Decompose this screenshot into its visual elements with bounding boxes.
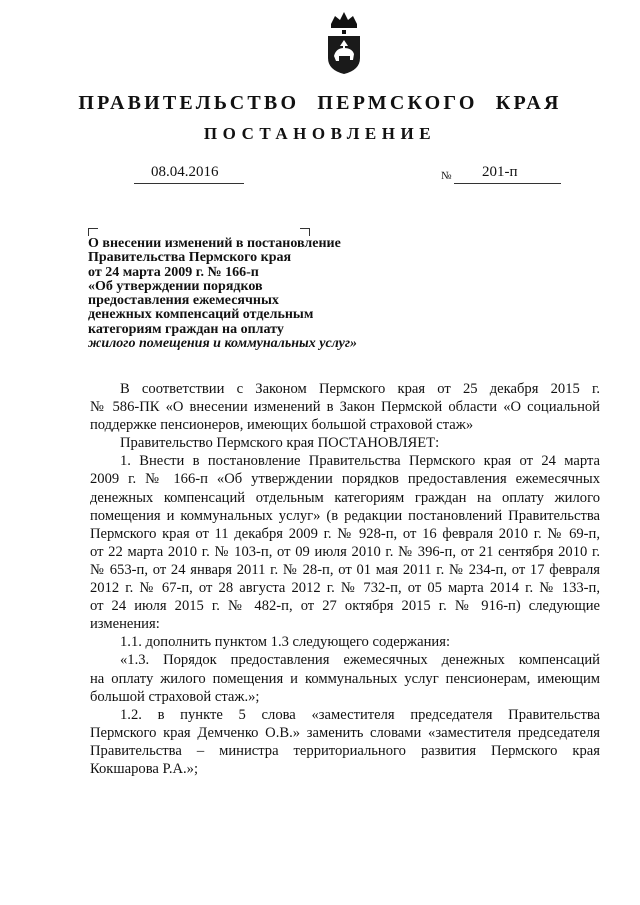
paragraph-item-1-1 bbox=[90, 633, 600, 651]
body-line: 1.1. дополнить пунктом 1.3 следующего содержания: bbox=[120, 634, 451, 651]
body-line: № 586-ПК «О внесении изменений в Закон Пермской области «О социальной bbox=[90, 399, 600, 416]
document-body bbox=[90, 380, 600, 778]
document-number: 201-п bbox=[482, 164, 518, 180]
subject-line: Правительства Пермского края bbox=[88, 250, 292, 266]
coat-of-arms-emblem bbox=[326, 10, 362, 76]
body-line: денежных компенсаций отдельным категориям граждан на оплату жилого bbox=[90, 489, 600, 506]
date-underline bbox=[134, 183, 244, 184]
body-line: Кокшарова Р.А.»; bbox=[90, 760, 199, 777]
subject-line: категориям граждан на оплату bbox=[88, 321, 284, 337]
body-line: В соответствии с Законом Пермского края от 25 декабря 2015 г. bbox=[120, 381, 600, 397]
body-line: от 24 июля 2015 г. № 482-п, от 27 октября 2015 г. № 916-п) следующие bbox=[90, 598, 600, 615]
number-underline bbox=[454, 183, 561, 184]
subject-corner-mark-left bbox=[88, 228, 98, 236]
document-type: ПОСТАНОВЛЕНИЕ bbox=[203, 124, 437, 143]
subject-line: предоставления ежемесячных bbox=[88, 293, 279, 309]
body-line: 1. Внести в постановление Правительства Пермского края от 24 марта bbox=[120, 453, 600, 470]
subject-line: денежных компенсаций отдельным bbox=[88, 307, 314, 323]
paragraph-item-1-2 bbox=[90, 706, 600, 778]
body-line: Пермского края от 11 декабря 2009 г. № 928-п, от 16 февраля 2010 г. № 69-п, bbox=[90, 525, 600, 542]
body-line: 1.2. в пункте 5 слова «заместителя председателя Правительства bbox=[120, 706, 600, 723]
body-line: на оплату жилого помещения и коммунальных услуг пенсионерам, имеющим bbox=[90, 670, 600, 687]
body-line: № 653-п, от 24 января 2011 г. № 28-п, от 01 мая 2011 г. № 234-п, от 17 февраля bbox=[90, 561, 600, 578]
body-line: изменения: bbox=[90, 616, 160, 633]
body-line: Правительство Пермского края ПОСТАНОВЛЯЕТ: bbox=[120, 435, 440, 452]
subject-line: от 24 марта 2009 г. № 166-п bbox=[88, 264, 259, 280]
subject-line: жилого помещения и коммунальных услуг» bbox=[88, 336, 358, 352]
body-line: помещения и коммунальных услуг» (в редакции постановлений Правительства bbox=[90, 507, 600, 524]
subject-heading bbox=[88, 237, 408, 351]
paragraph-basis bbox=[90, 380, 600, 434]
body-line: большой страховой стаж.»; bbox=[90, 688, 260, 705]
paragraph-resolves bbox=[90, 434, 600, 452]
body-line: 2009 г. № 166-п «Об утверждении порядков предоставления ежемесячных bbox=[90, 471, 600, 488]
body-line: Пермского края Демченко О.В.» заменить словами «заместителя председателя bbox=[90, 724, 600, 741]
number-sign: № bbox=[441, 170, 452, 182]
government-title: ПРАВИТЕЛЬСТВО ПЕРМСКОГО КРАЯ bbox=[78, 92, 562, 114]
subject-corner-mark-right bbox=[300, 228, 310, 236]
body-line: Правительства – министра территориального развития Пермского края bbox=[90, 742, 600, 759]
body-line: от 22 марта 2010 г. № 103-п, от 09 июля 2010 г. № 396-п, от 21 сентября 2010 г. bbox=[90, 543, 600, 560]
subject-line: О внесении изменений в постановление bbox=[88, 236, 341, 251]
body-line: 2012 г. № 67-п, от 28 августа 2012 г. № 732-п, от 05 марта 2014 г. № 133-п, bbox=[90, 580, 600, 597]
document-date: 08.04.2016 bbox=[151, 164, 219, 180]
body-line: «1.3. Порядок предоставления ежемесячных денежных компенсаций bbox=[120, 652, 600, 669]
paragraph-quote-1-3 bbox=[90, 651, 600, 705]
subject-line: «Об утверждении порядков bbox=[88, 278, 263, 294]
paragraph-item-1 bbox=[90, 452, 600, 633]
body-line: поддержке пенсионеров, имеющих большой страховой стаж» bbox=[90, 417, 474, 434]
